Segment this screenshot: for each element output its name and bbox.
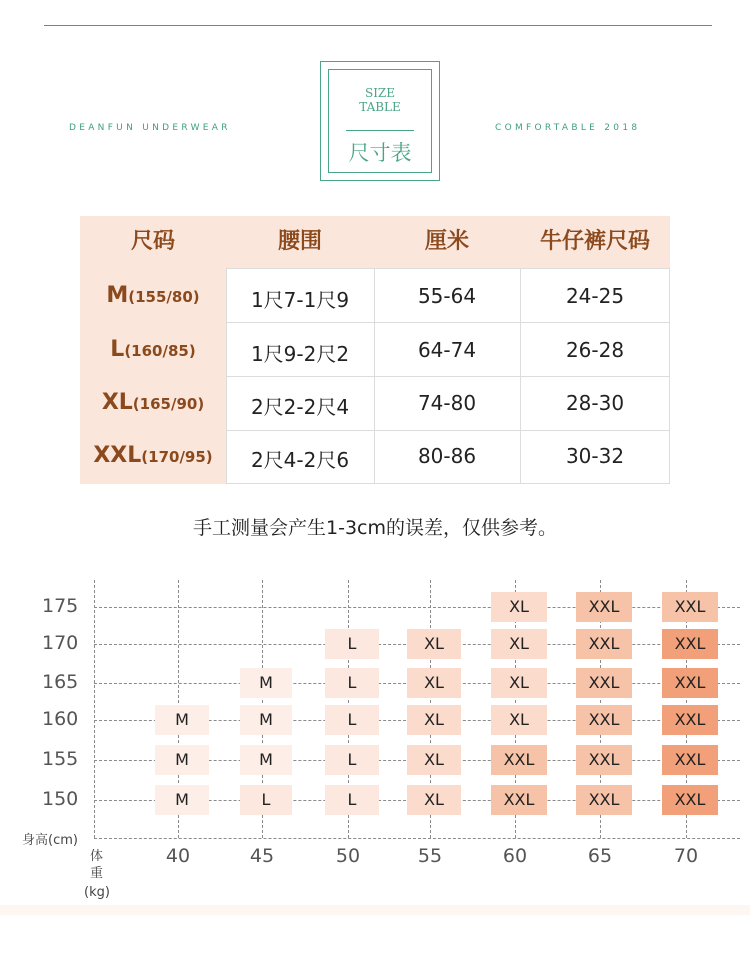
- jeans-cell: 30-32: [565, 444, 625, 468]
- size-cell: XXL: [662, 629, 718, 659]
- cm-cell: 55-64: [417, 284, 477, 308]
- y-tick-label: 160: [42, 708, 79, 730]
- size-cell: XXL: [576, 592, 632, 622]
- logo-en-line2: TABLE: [359, 100, 401, 114]
- x-axis-unit: (kg): [84, 885, 110, 900]
- size-cell: XL: [407, 745, 461, 775]
- size-cell: L: [325, 745, 379, 775]
- x-tick-label: 70: [673, 845, 699, 867]
- size-cell: M: [155, 705, 209, 735]
- cm-cell: 74-80: [417, 391, 477, 415]
- jeans-cell: 24-25: [565, 284, 625, 308]
- size-cell: XXL: [576, 668, 632, 698]
- x-tick-label: 65: [587, 845, 613, 867]
- waist-cell: 2尺4-2尺6: [250, 448, 350, 472]
- x-tick-label: 45: [249, 845, 275, 867]
- x-axis-label-2: 重: [90, 866, 104, 881]
- size-cell: XL: [491, 629, 547, 659]
- size-cell: XXL: [662, 705, 718, 735]
- size-cell: XL: [491, 668, 547, 698]
- size-label-xl: XL(165/90): [101, 390, 205, 415]
- y-tick-label: 155: [42, 748, 79, 770]
- header-size: 尺码: [130, 229, 175, 254]
- jeans-cell: 26-28: [565, 338, 625, 362]
- logo-en-line1: SIZE: [364, 86, 396, 100]
- x-axis-line: [94, 838, 740, 839]
- size-cell: M: [155, 745, 209, 775]
- size-cell: XXL: [576, 629, 632, 659]
- logo-divider: [346, 130, 414, 131]
- top-divider: [44, 25, 712, 26]
- size-cell: XXL: [576, 745, 632, 775]
- size-cell: M: [240, 745, 292, 775]
- y-tick-label: 150: [42, 788, 79, 810]
- header-waist: 腰围: [277, 229, 322, 254]
- size-label-m: M(155/80): [106, 283, 200, 308]
- grid-line: [226, 376, 670, 377]
- grid-dashed-line: [94, 607, 740, 608]
- header-jeans: 牛仔裤尺码: [539, 229, 650, 254]
- size-cell: XXL: [662, 745, 718, 775]
- size-cell: M: [155, 785, 209, 815]
- size-cell: XXL: [662, 668, 718, 698]
- grid-line: [226, 483, 670, 484]
- size-cell: XL: [491, 592, 547, 622]
- y-axis-label: 身高(cm): [22, 833, 78, 848]
- grid-line: [226, 430, 670, 431]
- y-tick-label: 165: [42, 671, 79, 693]
- bottom-band: [0, 905, 750, 915]
- y-axis-line: [94, 580, 95, 838]
- grid-line: [226, 268, 670, 269]
- size-label-xxl: XXL(170/95): [93, 443, 213, 468]
- grid-line: [226, 322, 670, 323]
- size-cell: L: [325, 629, 379, 659]
- size-cell: XXL: [662, 785, 718, 815]
- header-cm: 厘米: [424, 229, 469, 254]
- x-tick-label: 55: [417, 845, 443, 867]
- size-cell: XXL: [662, 592, 718, 622]
- waist-cell: 1尺7-1尺9: [250, 288, 350, 312]
- waist-cell: 2尺2-2尺4: [250, 395, 350, 419]
- size-label-l: L(160/85): [110, 337, 196, 362]
- y-tick-label: 170: [42, 632, 79, 654]
- x-tick-label: 40: [165, 845, 191, 867]
- size-cell: XL: [491, 705, 547, 735]
- cm-cell: 64-74: [417, 338, 477, 362]
- size-cell: XL: [407, 629, 461, 659]
- size-cell: XXL: [491, 785, 547, 815]
- waist-cell: 1尺9-2尺2: [250, 342, 350, 366]
- brand-left-text: DEANFUN UNDERWEAR: [69, 123, 231, 133]
- x-axis-label-1: 体: [90, 849, 104, 864]
- brand-right-text: COMFORTABLE 2018: [495, 123, 641, 133]
- size-cell: L: [325, 705, 379, 735]
- size-cell: L: [325, 668, 379, 698]
- logo-chinese: 尺寸表: [348, 141, 412, 165]
- size-cell: XXL: [576, 785, 632, 815]
- cm-cell: 80-86: [417, 444, 477, 468]
- x-tick-label: 60: [502, 845, 528, 867]
- measurement-note: 手工测量会产生1-3cm的误差，仅供参考。: [193, 517, 557, 539]
- size-cell: L: [325, 785, 379, 815]
- logo-english: [328, 86, 432, 114]
- size-cell: XL: [407, 705, 461, 735]
- size-cell: M: [240, 705, 292, 735]
- y-tick-label: 175: [42, 595, 79, 617]
- jeans-cell: 28-30: [565, 391, 625, 415]
- size-cell: XXL: [576, 705, 632, 735]
- size-cell: L: [240, 785, 292, 815]
- size-cell: XXL: [491, 745, 547, 775]
- size-cell: XL: [407, 668, 461, 698]
- size-cell: M: [240, 668, 292, 698]
- size-cell: XL: [407, 785, 461, 815]
- x-tick-label: 50: [335, 845, 361, 867]
